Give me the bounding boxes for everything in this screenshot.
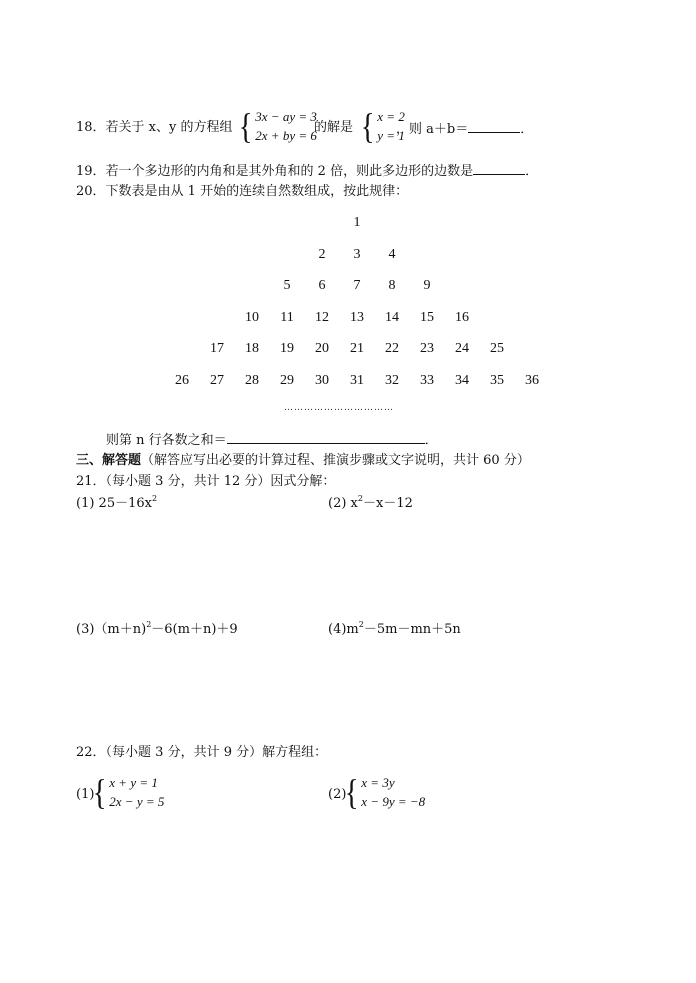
q19-line	[76, 163, 538, 178]
section3-note: （解答应写出必要的计算过程、推演步骤或文字说明，共计 60 分）	[141, 453, 530, 468]
q21-part3	[76, 620, 238, 637]
triangle-number: 11	[280, 309, 294, 325]
triangle-number: 3	[353, 246, 361, 262]
q21-p4-text: (4)m	[328, 622, 359, 637]
q18-sys2-line1: x = 2	[377, 109, 405, 124]
q22-p1-line2: 2x − y = 5	[109, 794, 165, 809]
q21-header: 21．（每小题 3 分，共计 12 分）因式分解：	[76, 474, 336, 489]
q22-p2-line2: x − 9y = −8	[361, 794, 426, 809]
q18-equation-system	[237, 107, 317, 145]
q21-p3-text: (3)（m＋n)	[76, 622, 147, 637]
q20-text: 20．下数表是由从 1 开始的连续自然数组成，按此规律：	[76, 184, 409, 199]
triangle-number: 24	[455, 341, 469, 356]
triangle-number: 19	[280, 341, 294, 356]
q21-p4-exponent: 2	[358, 620, 364, 629]
triangle-number: 12	[315, 309, 329, 325]
q20-answer-line	[106, 432, 438, 447]
triangle-number: 16	[455, 309, 469, 325]
q21-p3-rest: －6(m＋n)＋9	[151, 622, 238, 637]
triangle-number: 7	[353, 278, 361, 293]
triangle-number: 18	[245, 341, 259, 356]
triangle-number: 34	[455, 372, 469, 388]
q19-text: 19．若一个多边形的内角和是其外角和的 2 倍，则此多边形的边数是	[76, 164, 474, 179]
q22-header: 22．（每小题 3 分，共计 9 分）解方程组：	[76, 745, 328, 760]
triangle-number: 8	[388, 278, 396, 293]
q21-part1	[76, 494, 158, 511]
q18-answer-blank	[468, 121, 520, 133]
q18-prefix: 18．若关于 x、y 的方程组	[76, 120, 233, 135]
section3-heading	[76, 454, 530, 467]
triangle-number: 9	[423, 278, 431, 293]
q22-p1-label: (1)	[76, 787, 95, 802]
triangle-number: 13	[350, 309, 364, 325]
q19-answer-blank	[473, 163, 525, 175]
q18-suffix	[396, 121, 533, 136]
left-brace: {	[344, 772, 359, 812]
triangle-number: 21	[350, 341, 364, 356]
triangle-number: 25	[490, 341, 504, 356]
q18-sys2-line2: y = 1	[377, 128, 405, 143]
q18-suffix-text: ，则 a＋b＝	[396, 122, 469, 137]
triangle-number: 10	[245, 309, 259, 325]
q21-p2-exponent: 2	[357, 494, 363, 503]
triangle-number: 36	[525, 372, 539, 388]
triangle-number: 14	[385, 309, 399, 325]
q20-answer-end: ．	[424, 433, 438, 448]
triangle-number: 6	[318, 278, 326, 293]
q18-end: ．	[520, 122, 534, 137]
triangle-number: 20	[315, 341, 329, 356]
q21-p3-exponent: 2	[146, 620, 152, 629]
q20-answer-prefix: 则第 n 行各数之和＝	[106, 433, 227, 448]
triangle-number: 17	[210, 341, 224, 356]
triangle-number: 23	[420, 341, 434, 356]
left-brace: {	[360, 106, 375, 146]
q20-answer-blank	[227, 432, 425, 444]
triangle-number: 27	[210, 372, 224, 388]
q22-p2-line1: x = 3y	[361, 775, 395, 790]
triangle-number: 1	[353, 215, 361, 230]
q21-part4	[328, 620, 461, 637]
q21-p2-text: (2) x	[328, 496, 358, 511]
triangle-number: 29	[280, 372, 294, 388]
triangle-number: 5	[283, 278, 291, 293]
section3-title: 三、解答题	[76, 453, 142, 468]
q18-sys1-line1: 3x − ay = 3	[255, 109, 317, 124]
triangle-number: 15	[420, 309, 434, 325]
triangle-number: 28	[245, 372, 259, 388]
q19-end: ．	[525, 164, 539, 179]
q21-p4-rest: －5m－mn＋5n	[363, 622, 461, 637]
q22-p2-system	[343, 773, 425, 811]
triangle-number: 32	[385, 372, 399, 388]
q18-mid: 的解是	[314, 120, 354, 135]
left-brace: {	[92, 772, 107, 812]
number-triangle-ellipsis: ……………………………	[284, 403, 394, 413]
q21-p1-text: (1) 25－16x	[76, 496, 152, 511]
triangle-number: 2	[318, 246, 326, 262]
q21-part2	[328, 494, 413, 511]
triangle-number: 33	[420, 372, 434, 388]
q21-p1-exponent: 2	[151, 494, 158, 503]
triangle-number: 22	[385, 341, 399, 356]
left-brace: {	[238, 106, 253, 146]
triangle-number: 26	[175, 372, 189, 388]
q22-p2-label: (2)	[328, 787, 347, 802]
q22-p1-line1: x + y = 1	[109, 775, 158, 790]
triangle-number: 35	[490, 372, 504, 388]
triangle-number: 4	[388, 246, 396, 262]
q18-sys1-line2: 2x + by = 6	[255, 128, 317, 143]
q21-p2-rest: －x－12	[362, 496, 413, 511]
triangle-number: 30	[315, 372, 329, 388]
q22-p1-system	[91, 773, 164, 811]
triangle-number: 31	[350, 372, 364, 388]
